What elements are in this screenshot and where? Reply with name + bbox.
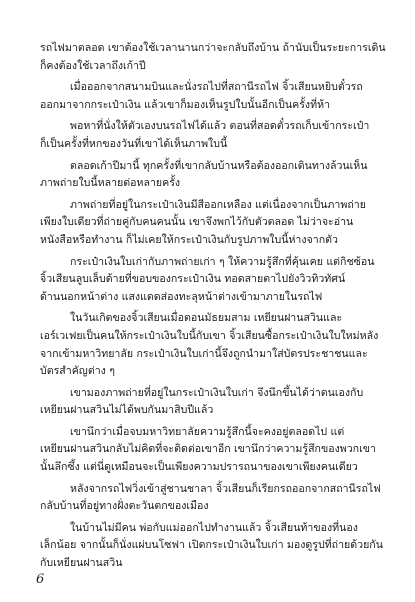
text-line: ภาพถ่ายที่อยู่ในกระเป๋าเงินมีสีออกเหลือง แต่เนื่องจากเป็นภาพถ่าย	[70, 198, 366, 211]
text-line: ก็คงต้องใช้เวลาถึงเก้าปี	[40, 59, 146, 72]
body-text	[40, 40, 386, 577]
text-line: พอหาที่นั่งให้ตัวเองบนรถไฟได้แล้ว ตอนที่สอดตั๋วรถเก็บเข้ากระเป๋า	[70, 120, 370, 133]
text-line: จิ้วเสียนลูบเล็บด้ายที่ขอบของกระเป๋าเงิน ทอดสายตาไปยังวิวทิวทัศน์	[40, 273, 346, 286]
paragraph	[40, 385, 382, 420]
text-line: เขานึกว่าเมื่อจบมหาวิทยาลัยความรู้สึกนี้จะคงอยู่ตลอดไป แต่	[70, 425, 345, 438]
paragraph	[40, 197, 382, 250]
text-line: เอร์เวเฟยเป็นคนให้กระเป๋าเงินใบนี้กับเขา จิ้วเสียนซื้อกระเป๋าเงินใบใหม่หลัง	[40, 329, 379, 342]
paragraph	[40, 520, 382, 573]
text-line: เหยียนฝานสวินกลับไม่คิดที่จะติดต่อเขาอีก เขานึกว่าความรู้สึกของพวกเขา	[40, 443, 376, 456]
text-line: บัตรสำคัญต่าง ๆ	[40, 365, 115, 378]
text-line: กลับบ้านที่อยู่ทางฝั่งตะวันตกของเมือง	[40, 500, 209, 513]
text-line: เพียงใบเดียวที่ถ่ายคู่กับคนคนนั้น เขาจึงพกไว้กับตัวตลอด ไม่ว่าจะอ่าน	[40, 216, 354, 229]
text-line: เมื่อออกจากสนามบินและนั่งรถไปที่สถานีรถไฟ จิ้วเสียนหยิบตั๋วรถ	[70, 81, 363, 94]
text-line: หนังสือหรือทำงาน ก็ไม่เคยให้กระเป๋าเงินกับรูปภาพใบนี้ห่างจากตัว	[40, 233, 338, 246]
text-line: ออกมาจากกระเป๋าเงิน แล้วเขาก็มองเห็นรูปใบนั้นอีกเป็นครั้งที่ห้า	[40, 98, 331, 111]
text-line: เขามองภาพถ่ายที่อยู่ในกระเป๋าเงินใบเก่า จึงนึกขึ้นได้ว่าตนเองกับ	[70, 386, 364, 399]
text-line: ก็เป็นครั้งที่หกของวันที่เขาได้เห็นภาพใบนี้	[40, 137, 228, 150]
text-line: เหยียนฝานสวินไม่ได้พบกันมาสิบปีแล้ว	[40, 404, 214, 417]
text-line: กับเหยียนฝานสวิน	[40, 557, 123, 570]
text-line: ในบ้านไม่มีคน พ่อกับแม่ออกไปทำงานแล้ว จิ้วเสียนท้าของที่นอง	[70, 521, 358, 534]
text-line: จากเข้ามหาวิทยาลัย กระเป๋าเงินใบเก่านี้จึงถูกนำมาใส่บัตรประชาชนและ	[40, 347, 368, 360]
text-line: ภาพถ่ายใบนี้หลายต่อหลายครั้ง	[40, 177, 181, 190]
paragraph	[40, 310, 382, 380]
text-line: กระเป๋าเงินใบเก่ากับภาพถ่ายเก่า ๆ ให้ความรู้สึกที่คุ้นเคย แต่กิชซ้อน	[70, 255, 375, 268]
text-line: ด้านนอกหน้าต่าง แสงแดดส่องทะลุหน้าต่างเข้ามาภายในรถไฟ	[40, 290, 323, 303]
paragraph	[40, 481, 382, 516]
paragraph	[40, 254, 382, 307]
paragraph	[40, 158, 382, 193]
paragraph	[40, 424, 382, 477]
paragraph	[40, 118, 382, 153]
text-line: รถไฟมาตลอด เขาต้องใช้เวลานานกว่าจะกลับถึงบ้าน ถ้านับเป็นระยะการเดิน	[40, 42, 386, 54]
paragraph	[40, 79, 382, 114]
text-line: ตลอดเก้าปีมานี้ ทุกครั้งที่เขากลับบ้านหรือต้องออกเดินทางล้วนเห็น	[70, 159, 368, 172]
text-line: นั้นลึกซึ้ง แต่นี่ดูเหมือนจะเป็นเพียงความปรารถนาของเขาเพียงคนเดียว	[40, 461, 358, 474]
text-line: เล็กน้อย จากนั้นก็นั่งแผ่บนโซฟา เปิดกระเป๋าเงินใบเก่า มองดูรูปที่ถ่ายด้วยกัน	[40, 539, 383, 552]
paragraph	[40, 40, 386, 75]
text-line: ในวันเกิดของจิ้วเสียนเมื่อตอนมัธยมสาม เหยียนฝานสวินและ	[70, 312, 343, 325]
text-line: หลังจากรถไฟวิ่งเข้าสู่ชานชาลา จิ้วเสียนก็เรียกรถออกจากสถานีรถไฟ	[70, 482, 381, 495]
page-number: 6	[36, 572, 45, 587]
